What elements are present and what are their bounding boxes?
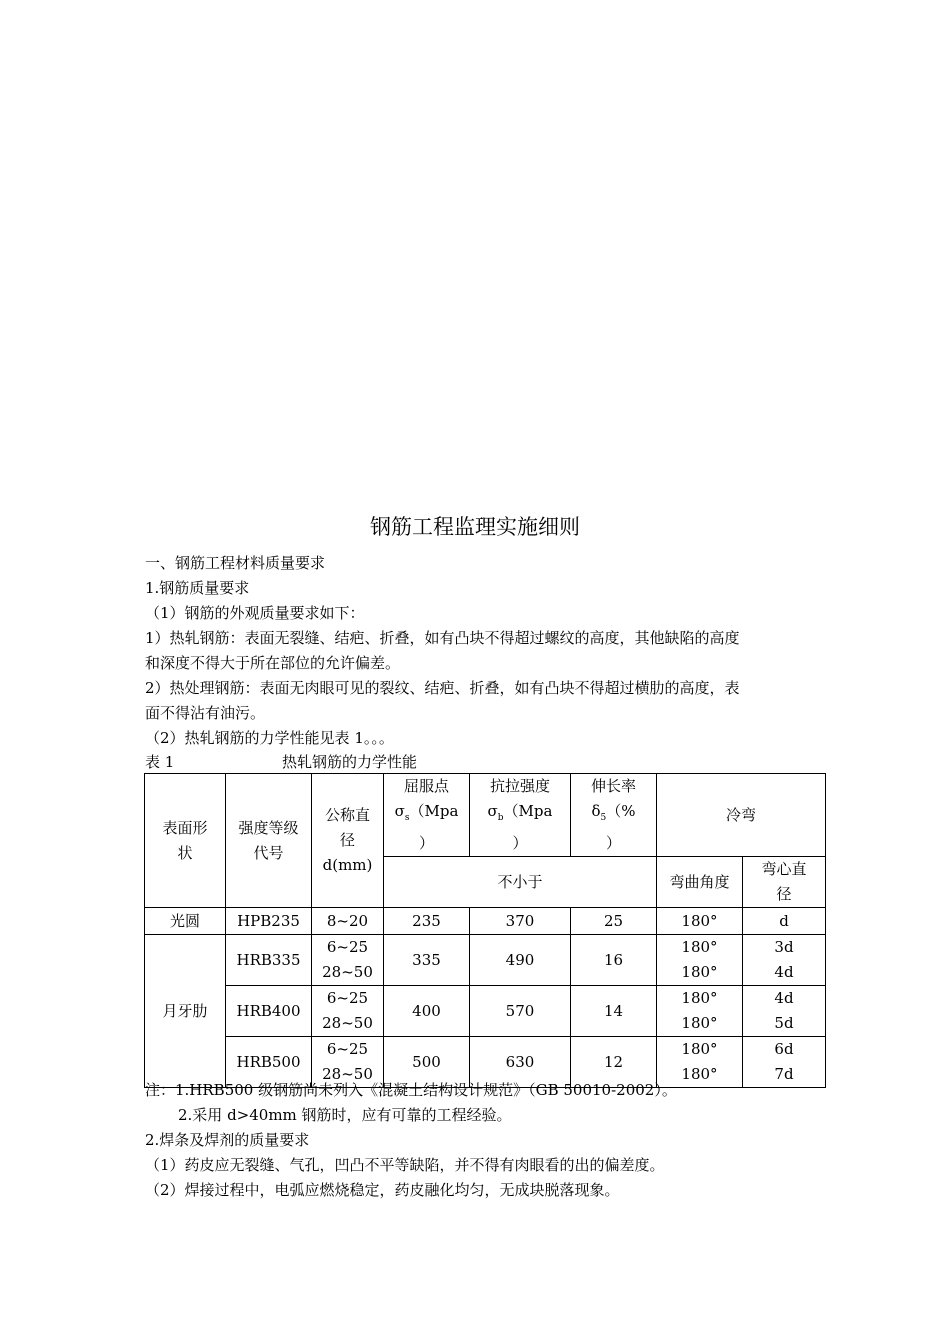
table-row xyxy=(145,986,826,1037)
subsection-heading: 1.钢筋质量要求 xyxy=(145,579,250,597)
cell-elongation: 12 xyxy=(571,1037,657,1088)
table-row xyxy=(145,935,826,986)
cell-grade: HPB235 xyxy=(226,908,312,935)
header-cold-bend: 冷弯 xyxy=(657,774,826,857)
header-grade: 强度等级 代号 xyxy=(226,774,312,908)
header-tensile: 抗拉强度 $\sigma_b(Mpa$ ） xyxy=(470,774,571,857)
header-elongation: 伸长率 $\delta_5(\%$ ） xyxy=(571,774,657,857)
cell-bend-angle: 180° 180° xyxy=(657,1037,743,1088)
header-diameter: 公称直 径 d(mm) xyxy=(312,774,384,908)
header-shape: 表面形 状 xyxy=(145,774,226,908)
cell-diameter: 8~20 xyxy=(312,908,384,935)
cell-grade: HRB400 xyxy=(226,986,312,1037)
cell-diameter: 6~25 28~50 xyxy=(312,935,384,986)
cell-grade: HRB335 xyxy=(226,935,312,986)
subsection-heading: 2.焊条及焊剂的质量要求 xyxy=(145,1131,310,1149)
table-title: 热轧钢筋的力学性能 xyxy=(282,753,418,771)
header-yield: 屈服点 $\sigma_s(Mpa$ ） xyxy=(384,774,470,857)
mechanical-properties-table xyxy=(144,773,826,1088)
cell-yield: 335 xyxy=(384,935,470,986)
cell-bend-diameter: 6d 7d xyxy=(743,1037,826,1088)
cell-yield: 235 xyxy=(384,908,470,935)
cell-tensile: 490 xyxy=(470,935,571,986)
paragraph: 和深度不得大于所在部位的允许偏差。 xyxy=(145,654,401,672)
table-label: 表 1 xyxy=(145,753,175,771)
cell-yield: 500 xyxy=(384,1037,470,1088)
cell-yield: 400 xyxy=(384,986,470,1037)
cell-diameter: 6~25 28~50 xyxy=(312,986,384,1037)
paragraph: 面不得沾有油污。 xyxy=(145,704,266,722)
paragraph: （2）热轧钢筋的力学性能见表 1。。。 xyxy=(145,729,394,747)
table-row xyxy=(145,908,826,935)
cell-tensile: 370 xyxy=(470,908,571,935)
paragraph: （1）钢筋的外观质量要求如下： xyxy=(145,604,365,622)
cell-diameter: 6~25 28~50 xyxy=(312,1037,384,1088)
paragraph: （2）焊接过程中，电弧应燃烧稳定，药皮融化均匀，无成块脱落现象。 xyxy=(145,1181,620,1199)
header-bend-angle: 弯曲角度 xyxy=(657,857,743,908)
cell-bend-angle: 180° 180° xyxy=(657,986,743,1037)
header-bend-diameter: 弯心直 径 xyxy=(743,857,826,908)
cell-tensile: 630 xyxy=(470,1037,571,1088)
document-title: 钢筋工程监理实施细则 xyxy=(370,515,580,539)
table-header-row xyxy=(145,774,826,857)
section-heading: 一、钢筋工程材料质量要求 xyxy=(145,554,326,572)
cell-bend-angle: 180° xyxy=(657,908,743,935)
table-note: 注：1.HRB500 级钢筋尚未列入《混凝土结构设计规范》（GB 50010-2002）。 xyxy=(145,1081,677,1099)
cell-elongation: 14 xyxy=(571,986,657,1037)
cell-bend-diameter: 4d 5d xyxy=(743,986,826,1037)
table-note: 2.采用 d>40mm 钢筋时，应有可靠的工程经验。 xyxy=(178,1106,512,1124)
cell-tensile: 570 xyxy=(470,986,571,1037)
paragraph: 2）热处理钢筋：表面无肉眼可见的裂纹、结疤、折叠，如有凸块不得超过横肋的高度，表 xyxy=(145,679,740,697)
header-not-less-than: 不小于 xyxy=(384,857,657,908)
paragraph: （1）药皮应无裂缝、气孔，凹凸不平等缺陷，并不得有肉眼看的出的偏差度。 xyxy=(145,1156,665,1174)
cell-grade: HRB500 xyxy=(226,1037,312,1088)
paragraph: 1）热轧钢筋：表面无裂缝、结疤、折叠，如有凸块不得超过螺纹的高度，其他缺陷的高度 xyxy=(145,629,740,647)
cell-elongation: 16 xyxy=(571,935,657,986)
cell-bend-angle: 180° 180° xyxy=(657,935,743,986)
cell-elongation: 25 xyxy=(571,908,657,935)
cell-shape: 光圆 xyxy=(145,908,226,935)
cell-bend-diameter: d xyxy=(743,908,826,935)
cell-bend-diameter: 3d 4d xyxy=(743,935,826,986)
table-caption xyxy=(145,750,418,774)
cell-shape: 月牙肋 xyxy=(145,935,226,1088)
